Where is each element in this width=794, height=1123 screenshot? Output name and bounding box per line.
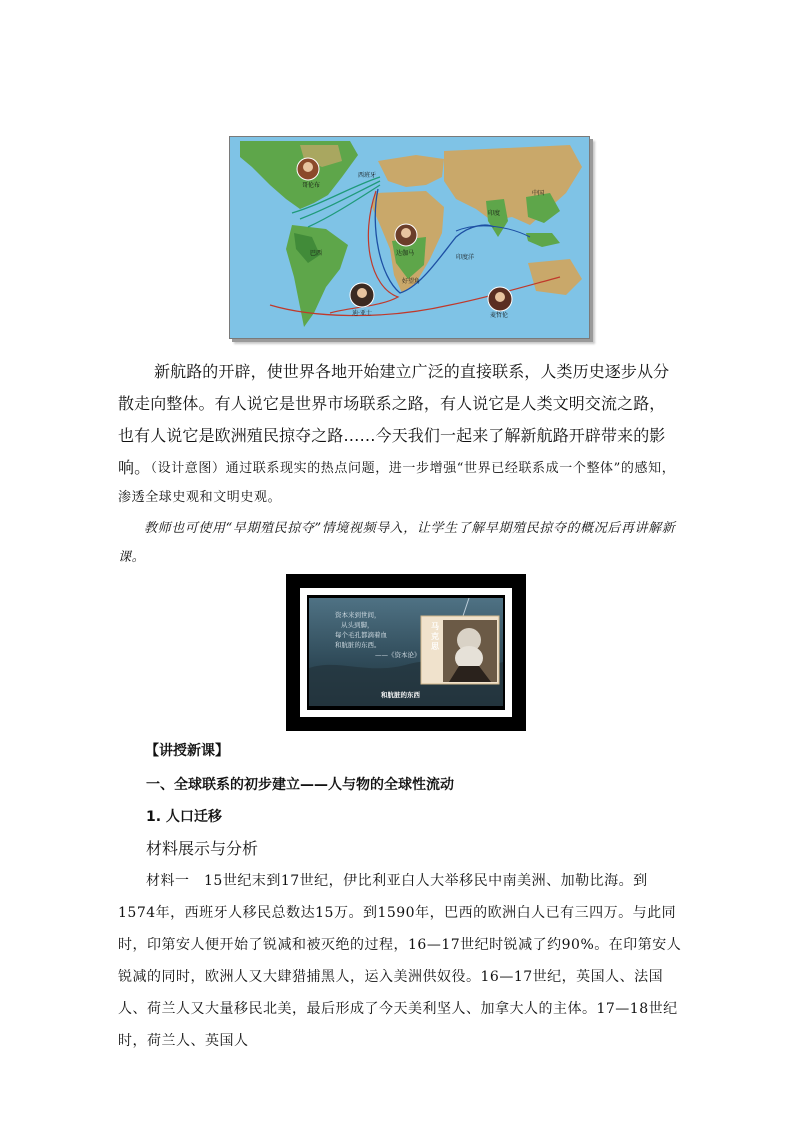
intro-paragraph: 新航路的开辟，使世界各地开始建立广泛的直接联系，人类历史逐步从分散走向整体。有人说它是世界市场联系之路，有人说它是人类文明交流之路，也有人说它是欧洲殖民掠夺之路……今天我们一起来了解新航路开辟带来的影响。 <box>118 362 670 477</box>
teacher-note: 教师也可使用“早期殖民掠夺”情境视频导入，让学生了解早期殖民掠夺的概况后再讲解新课。 <box>118 521 676 565</box>
quote-line: 资本来到世间， <box>335 611 381 619</box>
video-quote <box>335 610 430 660</box>
video-still <box>309 598 503 706</box>
design-intent-note: （设计意图）通过联系现实的热点问题，进一步增强“世界已经联系成一个整体”的感知，渗透全球史观和文明史观。 <box>118 461 676 505</box>
map-label-cape: 好望角 <box>402 278 421 285</box>
world-map-image <box>230 137 589 338</box>
map-label-china: 中国 <box>532 190 545 197</box>
dias-portrait <box>350 283 374 307</box>
map-label-columbus: 哥伦布 <box>302 182 321 189</box>
map-label-brazil: 巴西 <box>310 250 323 257</box>
material-one-paragraph: 材料一 15世纪末到17世纪，伊比利亚白人大举移民中南美洲、加勒比海。到1574年，西班牙人移民总数达15万。到1590年，巴西的欧洲白人已有三四万。与此同时，印第安人便开始了锐减和被灭绝的过程，16—17世纪时锐减了约90%。在印第安人锐减的同时，欧洲人又大肆猎捕黑人，运入美洲供奴役。16—17世纪，英国人、法国人、荷兰人又大量移民北美，最后形成了今天美利坚人、加拿大人的主体。17—18世纪时，荷兰人、英国人 <box>118 873 682 1049</box>
map-label-india: 印度 <box>488 210 501 217</box>
map-label-magellan: 麦哲伦 <box>490 312 509 319</box>
map-label-indian-ocean: 印度洋 <box>456 254 475 261</box>
voyages-map-figure <box>229 136 590 339</box>
quote-line: 每个毛孔都滴着血 <box>335 631 387 639</box>
map-label-dias: 迪·亚士 <box>352 310 372 317</box>
video-name-label: 马克思 <box>431 622 439 651</box>
subheading-migration: 1. 人口迁移 <box>146 809 222 825</box>
quote-line: ——《资本论》 <box>375 651 421 659</box>
subheading-global-links: 一、全球联系的初步建立——人与物的全球性流动 <box>146 777 454 793</box>
video-caption: 和肮脏的东西 <box>381 691 420 699</box>
quote-line: 和肮脏的东西。 <box>335 641 381 649</box>
section-heading: 【讲授新课】 <box>145 743 229 759</box>
magellan-portrait <box>488 287 512 311</box>
map-label-portugal: 西班牙 <box>358 172 377 179</box>
columbus-portrait <box>297 158 319 180</box>
material-heading: 材料展示与分析 <box>146 839 259 858</box>
gama-portrait <box>395 224 417 246</box>
quote-line: 从头到脚， <box>341 621 374 629</box>
map-label-gama: 达伽马 <box>396 250 415 257</box>
